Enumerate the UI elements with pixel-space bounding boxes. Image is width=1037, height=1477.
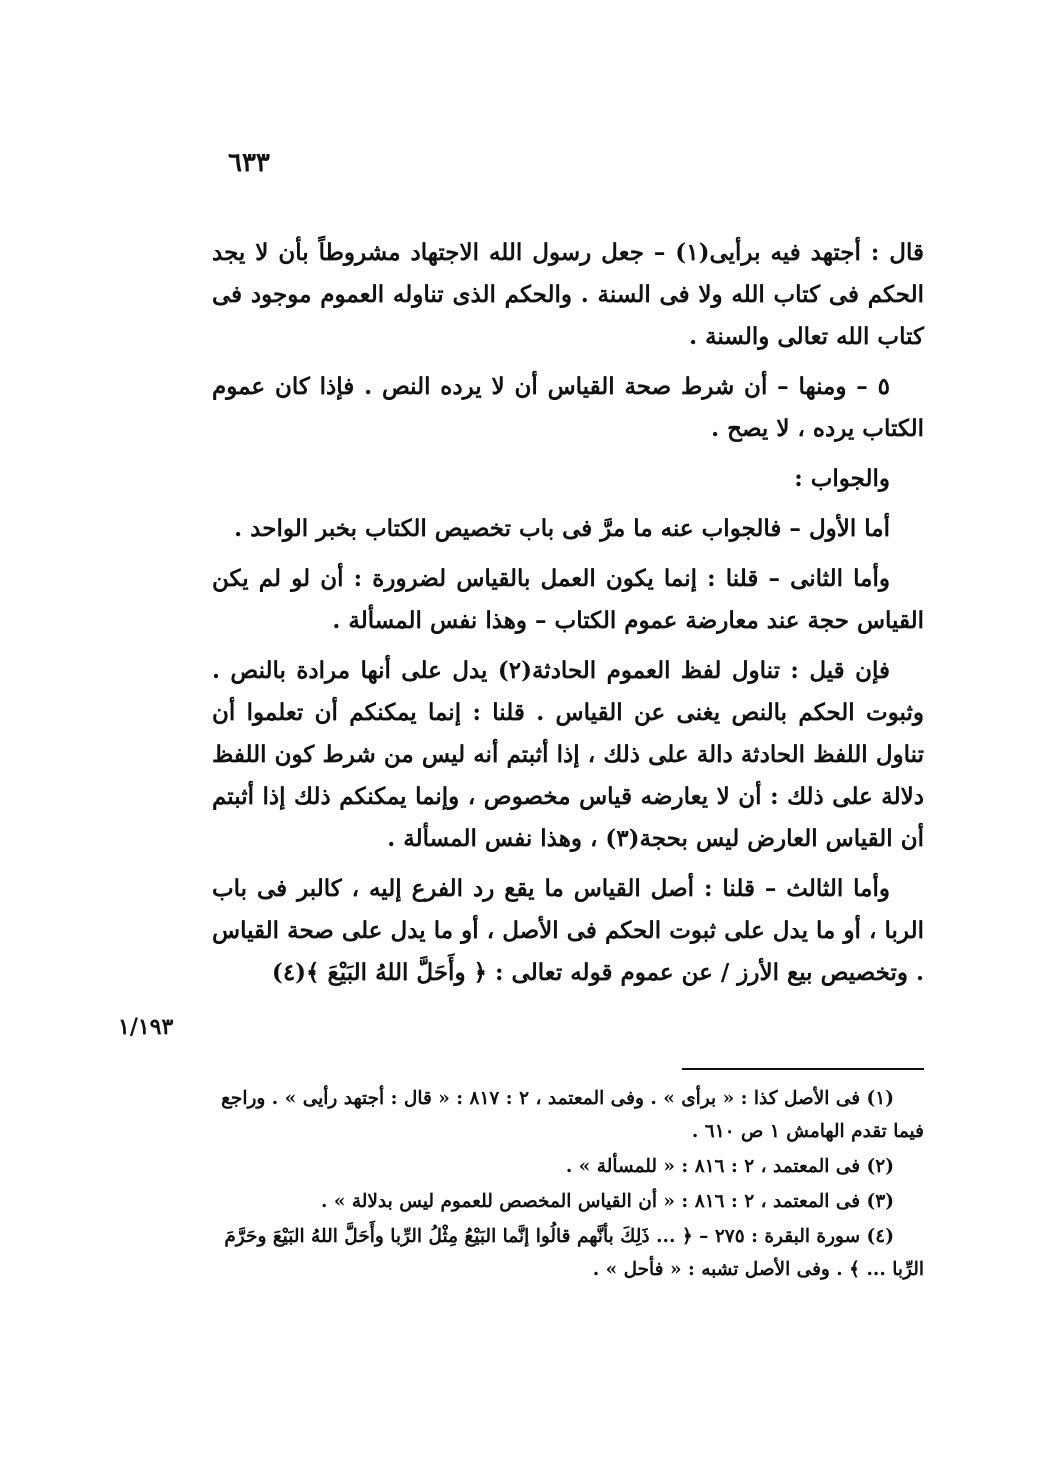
footnote-separator	[682, 1068, 924, 1070]
paragraph: أما الأول – فالجواب عنه ما مرَّ فى باب تخصيص الكتاب بخبر الواحد .	[234, 515, 890, 542]
footnote: (١) فى الأصل كذا : « برأى » . وفى المعتمد ، ٢ : ٨١٧ : « قال : أجتهد رأيى » . وراجع فيما تقدم الهامش ١ ص ٦١٠ .	[221, 1088, 924, 1142]
footnote: (٢) فى المعتمد ، ٢ : ٨١٦ : « للمسألة » .	[565, 1156, 894, 1177]
paragraph: فإن قيل : تناول لفظ العموم الحادثة(٢) يدل على أنها مرادة بالنص . وثبوت الحكم بالنص يغنى عن القياس . قلنا : إنما يمكنكم أن تعلموا أن تناول اللفظ الحادثة دالة على ذلك ، إذا أثبتم أنه ليس من شرط كون اللفظ دلالة على ذلك : أن لا يعارضه قياس مخصوص ، وإنما يمكنكم ذلك إذا أثبتم أن القياس العارض ليس بحجة(٣) ، وهذا نفس المسألة .	[212, 657, 925, 852]
margin-reference: ١/١٩٣	[118, 1014, 174, 1040]
footnote: (٤) سورة البقرة : ٢٧٥ – ﴿ ... ذَلِكَ بأنَّهم قالُوا إنَّما البَيْعُ مِثْلُ الرِّبا وأَحَلَّ اللهُ البَيْعَ وحَرَّمَ الرِّبا ... ﴾ . وفى الأصل تشبه : « فأحل » .	[224, 1226, 924, 1280]
footnote: (٣) فى المعتمد ، ٢ : ٨١٦ : « أن القياس المخصص للعموم ليس بدلالة » .	[320, 1191, 894, 1212]
main-text	[212, 232, 924, 1002]
paragraph: وأما الثالث – قلنا : أصل القياس ما يقع رد الفرع إليه ، كالبر فى باب الربا ، أو ما يدل على ثبوت الحكم فى الأصل ، أو ما يدل على صحة القياس . وتخصيص بيع الأرز / عن عموم قوله تعالى : ﴿ وأَحَلَّ اللهُ البَيْعَ ﴾(٤)	[212, 875, 924, 986]
footnotes	[212, 1082, 924, 1288]
paragraph: ٥ – ومنها – أن شرط صحة القياس أن لا يرده النص . فإذا كان عموم الكتاب يرده ، لا يصح .	[212, 373, 924, 442]
paragraph-heading: والجواب :	[794, 465, 890, 492]
paragraph: قال : أجتهد فيه برأيى(١) – جعل رسول الله الاجتهاد مشروطاً بأن لا يجد الحكم فى كتاب الله ولا فى السنة . والحكم الذى تناوله العموم موجود فى كتاب الله تعالى والسنة .	[212, 239, 924, 350]
page-number: ٦٣٣	[228, 148, 270, 178]
paragraph: وأما الثانى – قلنا : إنما يكون العمل بالقياس لضرورة : أن لو لم يكن القياس حجة عند معارضة عموم الكتاب – وهذا نفس المسألة .	[212, 565, 924, 634]
